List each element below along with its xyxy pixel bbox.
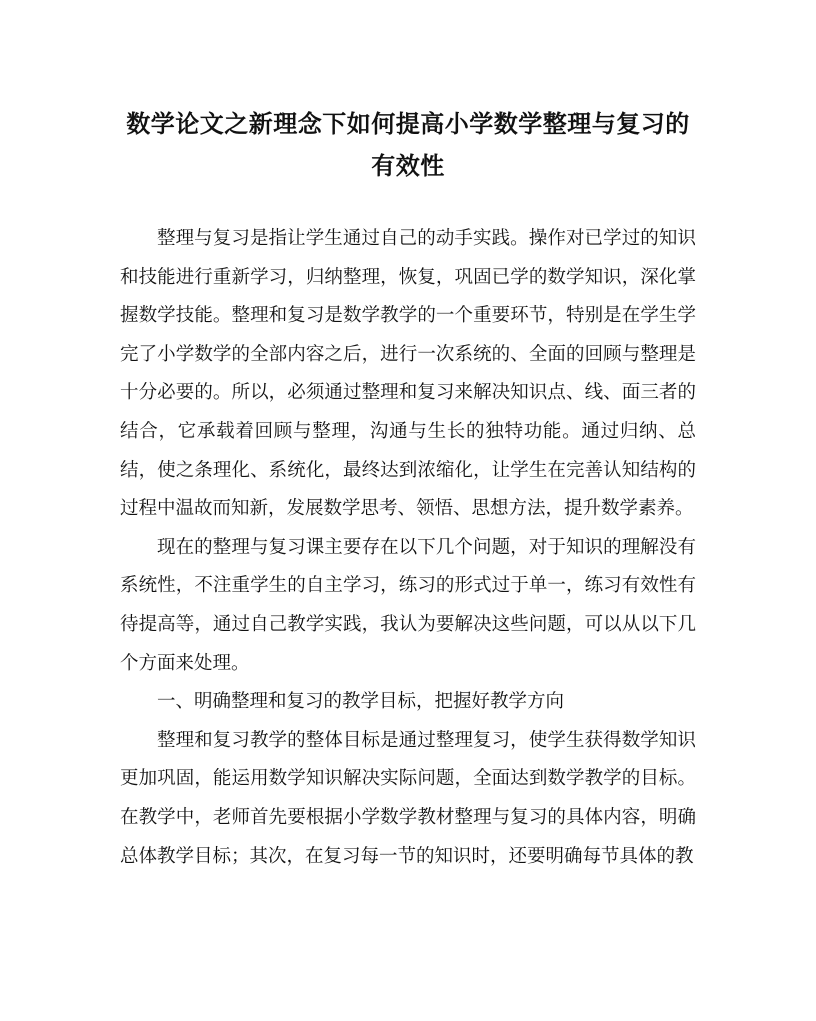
title-line-2: 有效性	[371, 151, 445, 180]
paragraph-intro: 整理与复习是指让学生通过自己的动手实践。操作对已学过的知识和技能进行重新学习，归纳整理，恢复，巩固已学的数学知识，深化掌握数学技能。整理和复习是数学教学的一个重要环节，特别是在学生学完了小学数学的全部内容之后，进行一次系统的、全面的回顾与整理是十分必要的。所以，必须通过整理和复习来解决知识点、线、面三者的结合，它承载着回顾与整理，沟通与生长的独特功能。通过归纳、总结，使之条理化、系统化，最终达到浓缩化，让学生在完善认知结构的过程中温故而知新，发展数学思考、领悟、思想方法，提升数学素养。	[120, 228, 696, 520]
title-line-1: 数学论文之新理念下如何提高小学数学整理与复习的	[126, 109, 690, 138]
document-body	[120, 220, 696, 876]
section-heading-1: 一、明确整理和复习的教学目标，把握好教学方向	[157, 691, 565, 713]
document-title	[100, 103, 716, 187]
paragraph-section-1: 整理和复习教学的整体目标是通过整理复习，使学生获得数学知识更加巩固，能运用数学知识解决实际问题，全面达到数学教学的目标。在教学中，老师首先要根据小学数学教材整理与复习的具体内容，明确总体教学目标；其次，在复习每一节的知识时，还要明确每节具体的教	[120, 729, 696, 867]
paragraph-problems: 现在的整理与复习课主要存在以下几个问题，对于知识的理解没有系统性，不注重学生的自主学习，练习的形式过于单一，练习有效性有待提高等，通过自己教学实践，我认为要解决这些问题，可以从以下几个方面来处理。	[120, 536, 696, 674]
